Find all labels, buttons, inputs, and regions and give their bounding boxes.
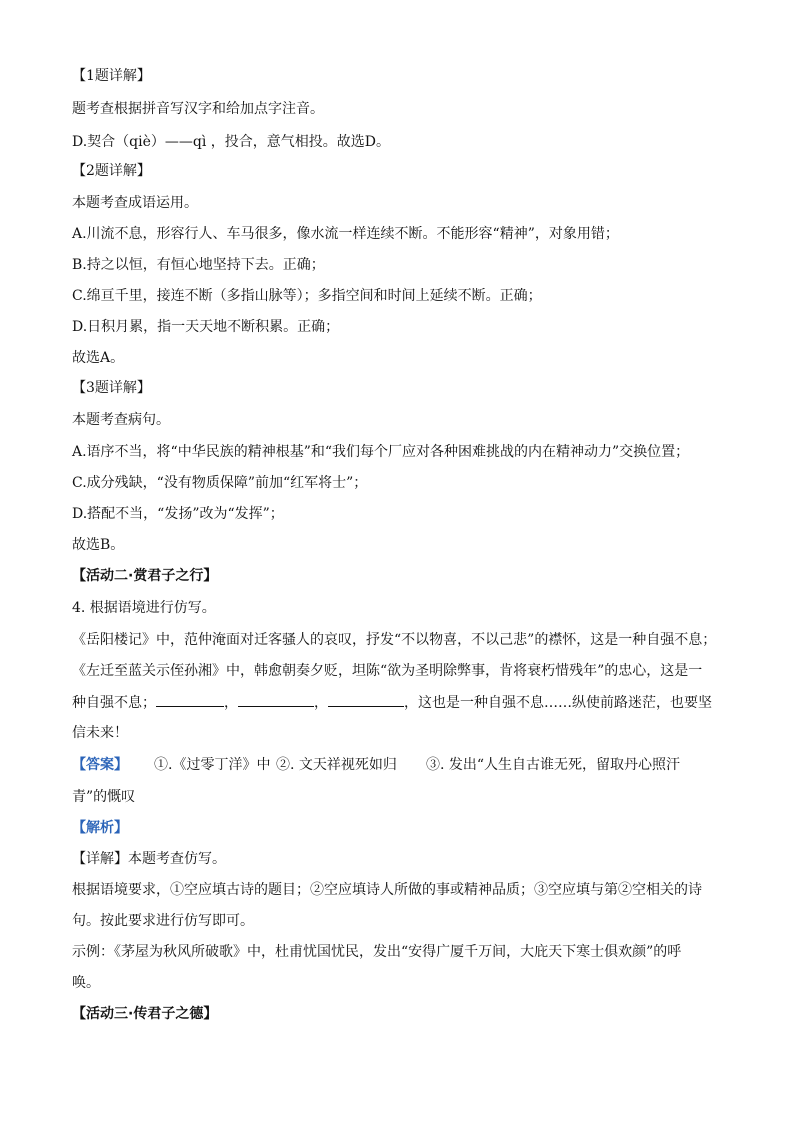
- q3-heading: 【3题详解】: [72, 380, 151, 396]
- answer-2: ②. 文天祥视死如归: [276, 757, 397, 773]
- requirement-line2: 句。按此要求进行仿写即可。: [72, 913, 254, 929]
- answer-row: [72, 755, 732, 775]
- q2-line1: 本题考查成语运用。: [72, 195, 198, 211]
- q4-para4: 信未来！: [72, 725, 128, 741]
- activity3-heading: 【活动三·传君子之德】: [72, 1006, 218, 1022]
- q3-option-a: A.语序不当，将“中华民族的精神根基”和“我们每个厂应对各种困难挑战的内在精神动力”交换位置；: [72, 444, 690, 460]
- q2-option-a: A.川流不息，形容行人、车马很多，像水流一样连续不断。不能形容“精神”，对象用错；: [72, 226, 619, 242]
- q3-option-d: D.搭配不当，“发扬”改为“发挥”；: [72, 506, 284, 522]
- q3-conclusion: 故选B。: [72, 537, 125, 553]
- answer-1: ①.《过零丁洋》中: [154, 757, 271, 773]
- answer-blank-1[interactable]: [156, 692, 224, 707]
- analysis-label: 【解析】: [72, 820, 128, 836]
- answer-blank-2[interactable]: [238, 692, 314, 707]
- q4-para3-end: ，这也是一种自强不息……纵使前路迷茫，也要坚: [404, 695, 712, 711]
- example-line2: 唤。: [72, 975, 100, 991]
- q1-heading: 【1题详解】: [72, 68, 151, 84]
- q1-line1: 题考查根据拼音写汉字和给加点字注音。: [72, 101, 324, 117]
- activity2-heading: 【活动二·赏君子之行】: [72, 568, 218, 584]
- q4-para3: [72, 692, 732, 713]
- q2-option-d: D.日积月累，指一天天地不断积累。正确；: [72, 319, 340, 335]
- q4-para3-start: 种自强不息；: [72, 695, 156, 711]
- q2-option-c: C.绵亘千里，接连不断（多指山脉等）；多指空间和时间上延续不断。正确；: [72, 288, 542, 304]
- q4-para3-sep2: ，: [314, 695, 328, 711]
- detail-line: [72, 849, 732, 869]
- example-line1: 示例：《茅屋为秋风所破歌》中，杜甫忧国忧民，发出“安得广厦千万间，大庇天下寒士俱欢颜”的呼: [72, 944, 682, 960]
- answer-blank-3[interactable]: [328, 692, 404, 707]
- q1-line2: D.契合（qiè）——qì ，投合，意气相投。故选D。: [72, 134, 391, 150]
- q3-line1: 本题考查病句。: [72, 412, 170, 428]
- q2-option-b: B.持之以恒，有恒心地坚持下去。正确；: [72, 257, 325, 273]
- answer-3-continued: 青”的慨叹: [72, 789, 136, 805]
- detail-label: 【详解】: [72, 851, 128, 867]
- q4-para3-sep1: ，: [224, 695, 238, 711]
- q4-prompt: 4. 根据语境进行仿写。: [72, 600, 216, 616]
- requirement-line1: 根据语境要求，①空应填古诗的题目；②空应填诗人所做的事或精神品质；③空应填与第②空相关的诗: [72, 882, 702, 898]
- q2-heading: 【2题详解】: [72, 163, 151, 179]
- detail-text: 本题考查仿写。: [128, 851, 226, 867]
- q3-option-c: C.成分残缺，“没有物质保障”前加“红军将士”；: [72, 475, 368, 491]
- q2-conclusion: 故选A。: [72, 350, 125, 366]
- answer-label: 【答案】: [72, 757, 128, 773]
- q4-para1: 《岳阳楼记》中，范仲淹面对迁客骚人的哀叹，抒发“不以物喜，不以己悲”的襟怀，这是一种自强不息；: [72, 632, 717, 648]
- q4-para2: 《左迁至蓝关示侄孙湘》中，韩愈朝奏夕贬，坦陈“欲为圣明除弊事，肯将衰朽惜残年”的忠心，这是一: [72, 663, 703, 679]
- answer-3: ③. 发出“人生自古谁无死，留取丹心照汗: [426, 757, 681, 773]
